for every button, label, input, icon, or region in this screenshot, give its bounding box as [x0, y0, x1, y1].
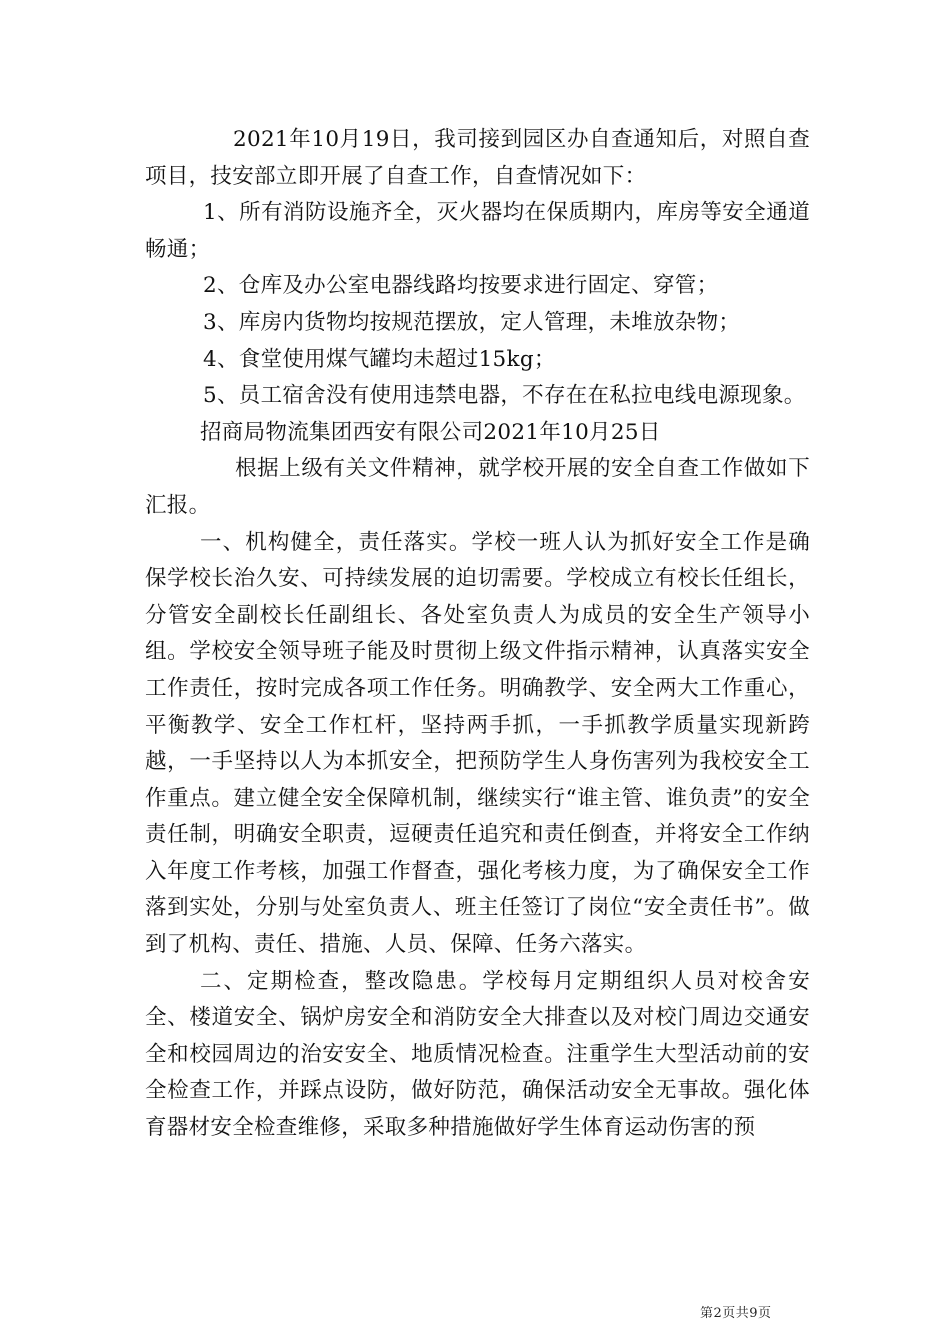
paragraph-self-check-intro: 2021年10月19日，我司接到园区办自查通知后，对照自查项目，技安部立即开展了自查工作，自查情况如下：: [145, 127, 810, 189]
paragraph-item-5: 5、员工宿舍没有使用违禁电器，不存在在私拉电线电源现象。: [203, 383, 806, 409]
paragraph-item-3: 3、库房内货物均按规范摆放，定人管理，未堆放杂物；: [203, 309, 741, 335]
paragraph-report-intro: 根据上级有关文件精神，就学校开展的安全自查工作做如下汇报。: [145, 456, 810, 518]
paragraph-item-1: 1、所有消防设施齐全，灭火器均在保质期内，库房等安全通道畅通；: [145, 200, 810, 262]
page-number: 第2页共9页: [700, 1306, 772, 1321]
paragraph-signature-date: 招商局物流集团西安有限公司2021年10月25日: [200, 419, 661, 445]
paragraph-item-2: 2、仓库及办公室电器线路均按要求进行固定、穿管；: [203, 273, 719, 299]
paragraph-section-two: 二、定期检查，整改隐患。学校每月定期组织人员对校舍安全、楼道安全、锅炉房安全和消防安全大排查以及对校门周边交通安全和校园周边的治安安全、地质情况检查。注重学生大型活动前的安全检查工作，并踩点设防，做好防范，确保活动安全无事故。强化体育器材安全检查维修，采取多种措施做好学生体育运动伤害的预: [145, 968, 810, 1141]
paragraph-item-4: 4、食堂使用煤气罐均未超过15kg；: [203, 346, 556, 372]
paragraph-section-one: 一、机构健全，责任落实。学校一班人认为抓好安全工作是确保学校长治久安、可持续发展的迫切需要。学校成立有校长任组长，分管安全副校长任副组长、各处室负责人为成员的安全生产领导小组。学校安全领导班子能及时贯彻上级文件指示精神，认真落实安全工作责任，按时完成各项工作任务。明确教学、安全两大工作重心，平衡教学、安全工作杠杆，坚持两手抓，一手抓教学质量实现新跨越，一手坚持以人为本抓安全，把预防学生人身伤害列为我校安全工作重点。建立健全安全保障机制，继续实行“谁主管、谁负责”的安全责任制，明确安全职责，逗硬责任追究和责任倒查，并将安全工作纳入年度工作考核，加强工作督查，强化考核力度，为了确保安全工作落到实处，分别与处室负责人、班主任签订了岗位“安全责任书”。做到了机构、责任、措施、人员、保障、任务六落实。: [145, 529, 810, 958]
document-body: [145, 122, 810, 1147]
